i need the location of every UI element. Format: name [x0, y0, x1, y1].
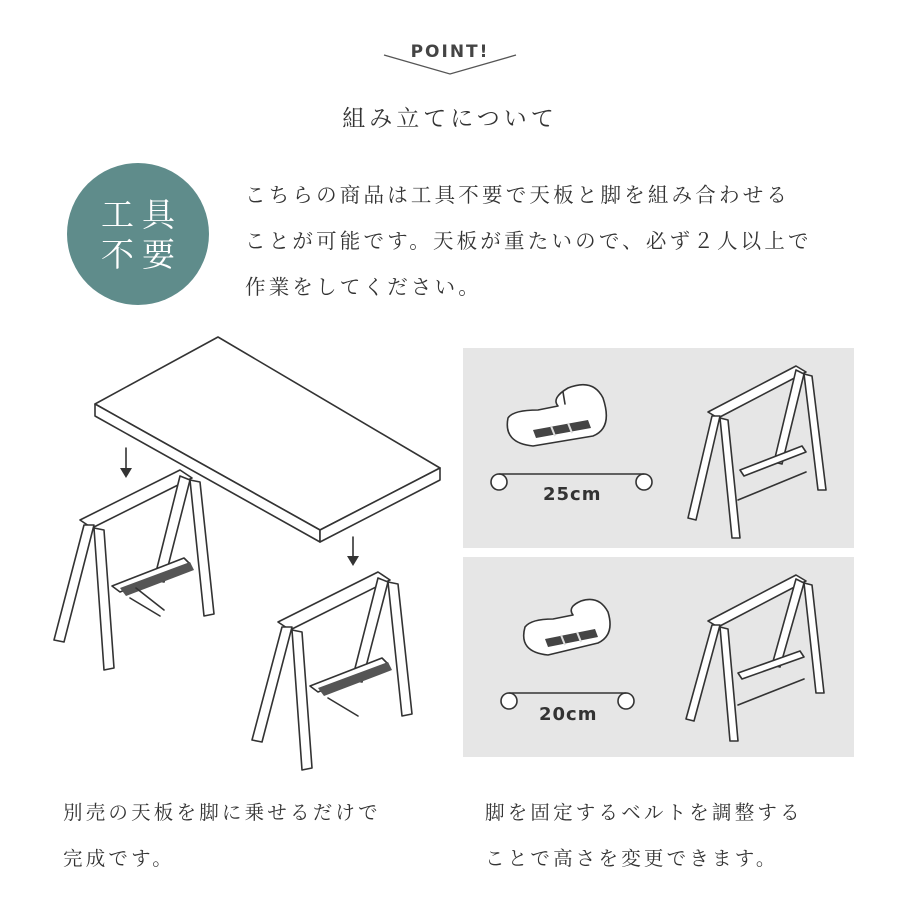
assembly-illustration: [40, 330, 460, 780]
arrow-down-icon: [347, 537, 359, 566]
intro-text: [245, 172, 855, 310]
adjust-panel-20: [463, 557, 854, 757]
adjust-panel-25: [463, 348, 854, 548]
trestle-leg-illustration: [252, 572, 412, 770]
caption-line: 脚を固定するベルトを調整する: [485, 801, 803, 824]
size-label-25: 25cm: [543, 484, 602, 505]
intro-line: ことが可能です。天板が重たいので、必ず２人以上で: [245, 229, 812, 253]
trestle-high-illustration: [678, 360, 838, 540]
trestle-leg-illustration: [54, 470, 214, 670]
caption-line: ことで高さを変更できます。: [485, 847, 779, 870]
section-title: 組み立てについて: [342, 106, 558, 132]
point-label: POINT!: [410, 42, 490, 62]
caption-right: [485, 790, 885, 882]
caption-line: 完成です。: [63, 847, 175, 870]
caption-left: [63, 790, 443, 882]
badge-line-2: 不要: [101, 235, 183, 274]
tool-free-badge: [67, 163, 209, 305]
intro-line: 作業をしてください。: [245, 275, 482, 299]
tabletop-illustration: [95, 337, 440, 542]
size-label-20: 20cm: [539, 704, 598, 725]
intro-line: こちらの商品は工具不要で天板と脚を組み合わせる: [245, 183, 791, 207]
point-badge: [380, 38, 520, 78]
badge-line-1: 工具: [101, 195, 183, 234]
caption-line: 別売の天板を脚に乗せるだけで: [63, 801, 381, 824]
arrow-down-icon: [120, 448, 132, 478]
trestle-low-illustration: [678, 569, 838, 749]
